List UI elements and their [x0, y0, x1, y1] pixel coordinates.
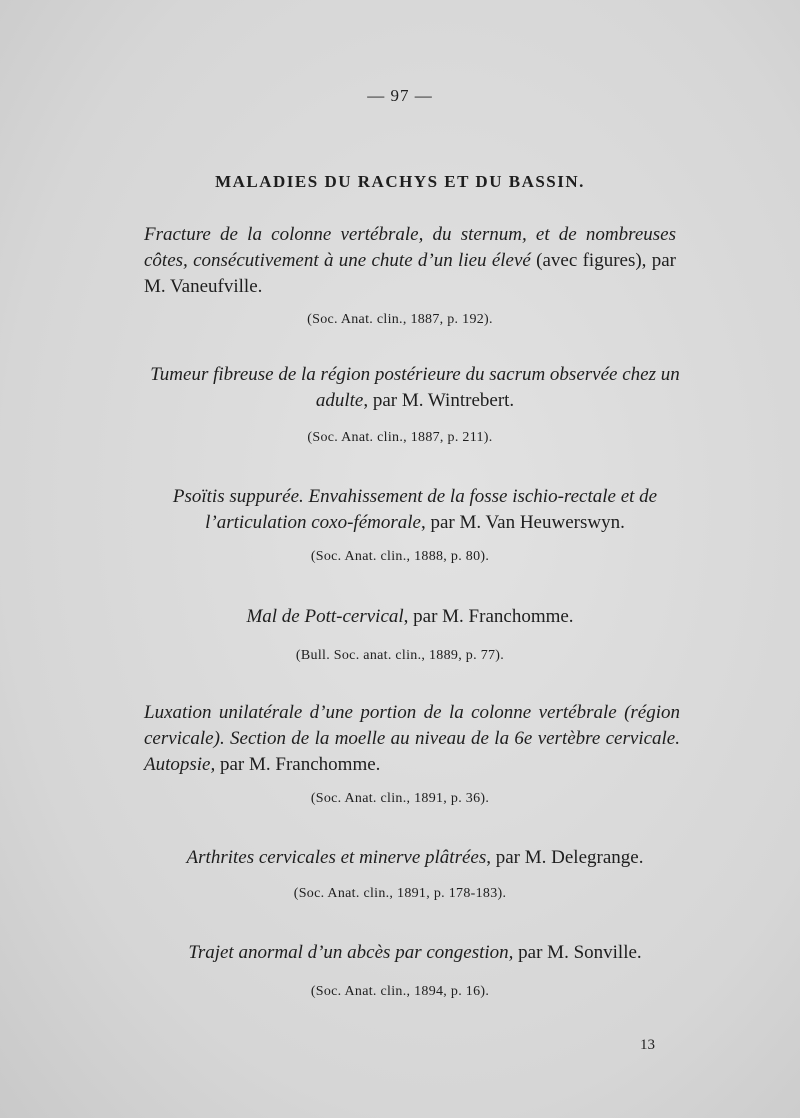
page-number: — 97 —	[367, 86, 433, 105]
entry-author: , par M. Wintrebert.	[363, 390, 515, 411]
entry-author: , par M. Van Heuwerswyn.	[420, 512, 625, 533]
entry-reference: (Bull. Soc. anat. clin., 1889, p. 77).	[295, 648, 505, 663]
bibliography-entry	[150, 604, 670, 630]
entry-title: Fracture de la colonne vertébrale, du sternum, et de nombreuses côtes, consécutivement à une chute d’un lieu élevé	[144, 224, 676, 271]
entry-author: par M. Sonville.	[513, 942, 642, 963]
bibliography-entry	[150, 845, 680, 871]
entry-title: Arthrites cervicales et minerve plâtrées	[186, 847, 487, 868]
entry-author: , par M. Delegrange.	[486, 847, 644, 868]
bibliography-entry	[144, 700, 680, 778]
bibliography-entry	[150, 484, 680, 536]
entry-reference: (Soc. Anat. clin., 1887, p. 192).	[307, 312, 493, 327]
entry-author: (avec figures), par M. Vaneufville.	[144, 250, 676, 297]
entry-title: Tumeur fibreuse de la région postérieure du sacrum observée chez un adulte	[150, 364, 680, 411]
bibliography-entry	[150, 362, 680, 414]
entry-title: Psoïtis suppurée. Envahissement de la fosse ischio-rectale et de l’articulation coxo-fémorale	[172, 486, 658, 533]
entry-reference: (Soc. Anat. clin., 1891, p. 36).	[310, 791, 490, 806]
entry-title: Luxation unilatérale d’une portion de la colonne vertébrale (région cervicale). Section de la moelle au niveau de la 6e vertèbre cervicale. Autopsie,	[144, 702, 680, 775]
entry-reference: (Soc. Anat. clin., 1891, p. 178-183).	[293, 886, 507, 901]
entry-reference: (Soc. Anat. clin., 1888, p. 80).	[310, 549, 490, 564]
entry-title: Trajet anormal d’un abcès par congestion,	[188, 942, 514, 963]
bibliography-entry	[150, 940, 680, 966]
entry-reference: (Soc. Anat. clin., 1894, p. 16).	[310, 984, 490, 999]
entry-author: par M. Franchomme.	[215, 754, 381, 775]
entry-reference: (Soc. Anat. clin., 1887, p. 211).	[307, 430, 493, 445]
bibliography-entry	[144, 222, 676, 300]
entry-author: , par M. Franchomme.	[403, 606, 574, 627]
footer-number: 13	[640, 1037, 655, 1053]
section-title: MALADIES DU RACHYS ET DU BASSIN.	[215, 172, 585, 191]
entry-title: Mal de Pott-cervical	[246, 606, 404, 627]
